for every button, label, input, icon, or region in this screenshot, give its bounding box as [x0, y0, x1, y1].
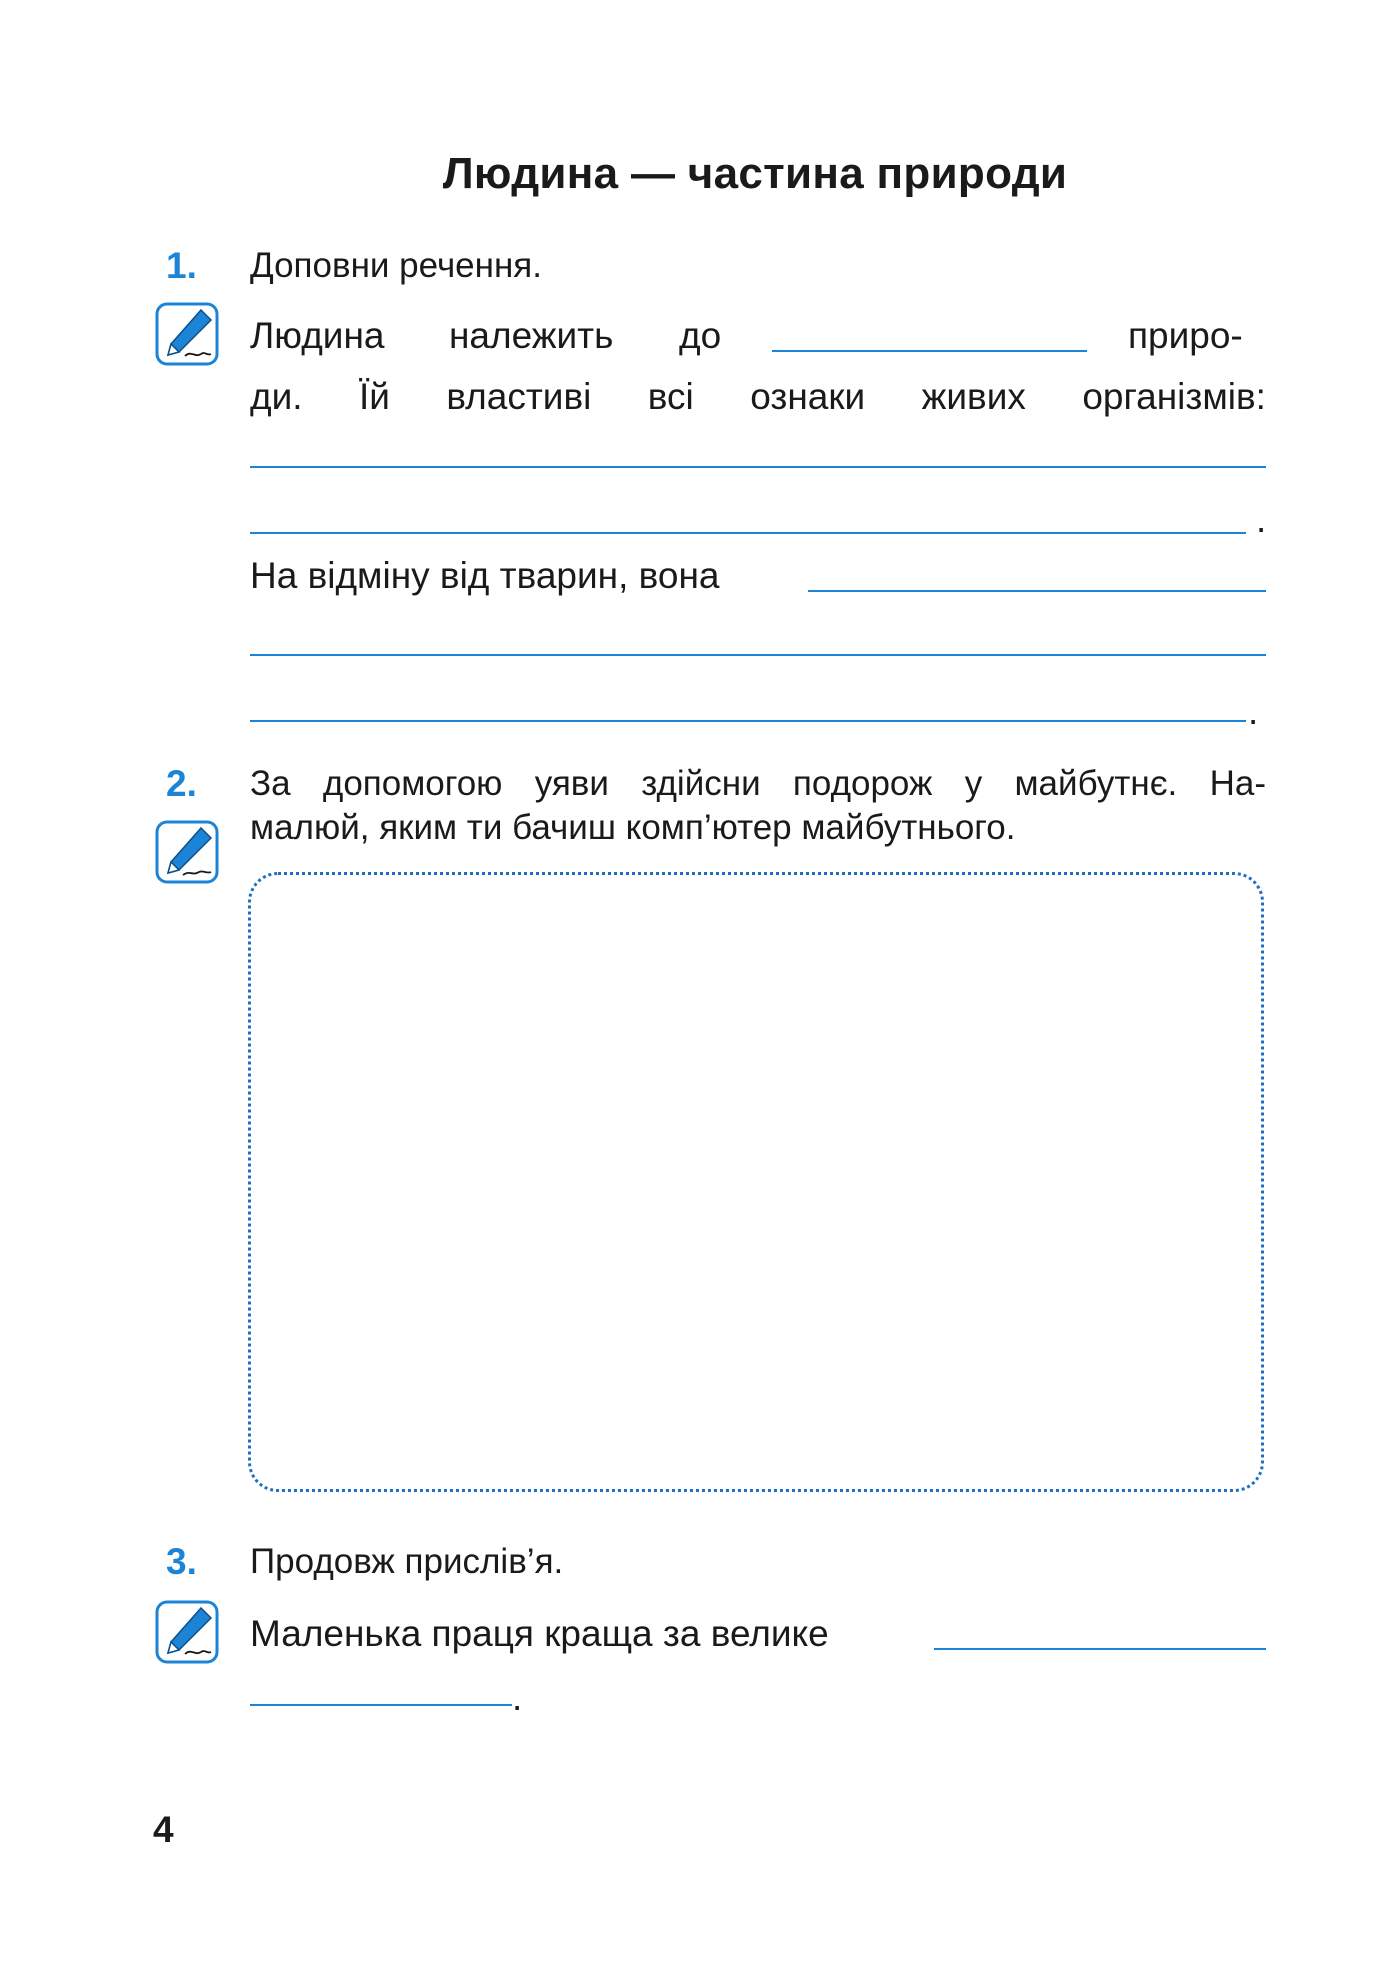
word: За — [250, 764, 291, 803]
word: ознаки — [750, 376, 866, 417]
word: живих — [921, 376, 1026, 417]
drawing-area[interactable] — [248, 872, 1264, 1492]
task-1-line1-start: Людина — [250, 315, 385, 356]
answer-line-1[interactable] — [772, 350, 1087, 352]
task-1-number: 1. — [166, 245, 197, 286]
period: . — [512, 1677, 523, 1718]
period: . — [1248, 691, 1259, 732]
word: властиві — [446, 376, 592, 417]
period: . — [1256, 499, 1267, 540]
word: подорож — [792, 764, 933, 803]
word: всі — [647, 376, 694, 417]
word: допомогою — [322, 764, 503, 803]
task-1-line2 — [250, 375, 1266, 419]
pencil-icon — [155, 302, 219, 366]
word: ди. — [250, 376, 303, 417]
task-2-number: 2. — [166, 763, 197, 804]
page-title: Людина — частина природи — [442, 149, 1068, 198]
task-1-line1-to: до — [679, 315, 722, 356]
task-1-line1-end: приро- — [1128, 315, 1243, 356]
page-number: 4 — [153, 1809, 174, 1850]
task-3-number: 3. — [166, 1541, 197, 1582]
pencil-icon — [155, 1600, 219, 1664]
task-3-instruction: Продовж прислів’я. — [250, 1542, 564, 1581]
word: організмів: — [1082, 376, 1266, 417]
task-1-line3-start: На відміну від тварин, вона — [250, 555, 720, 596]
answer-line-4[interactable] — [808, 590, 1266, 592]
answer-line-3[interactable] — [250, 532, 1246, 534]
pencil-icon — [155, 820, 219, 884]
answer-line-6[interactable] — [250, 720, 1246, 722]
task-2-instruction-line1 — [250, 762, 1266, 806]
word: здійсни — [641, 764, 761, 803]
task-1-instruction: Доповни речення. — [250, 246, 542, 285]
word: На- — [1209, 764, 1266, 803]
task-2-instruction-line2: малюй, яким ти бачиш комп’ютер майбутнього. — [250, 808, 1016, 847]
answer-line-7[interactable] — [934, 1648, 1266, 1650]
answer-line-8[interactable] — [250, 1704, 512, 1706]
word: у — [964, 764, 983, 803]
word: уяви — [534, 764, 609, 803]
answer-line-5[interactable] — [250, 654, 1266, 656]
word: майбутнє. — [1014, 764, 1178, 803]
word: Їй — [358, 376, 390, 417]
task-3-sentence-start: Маленька праця краща за велике — [250, 1613, 829, 1654]
task-1-line1-mid: належить — [449, 315, 614, 356]
answer-line-2[interactable] — [250, 466, 1266, 468]
